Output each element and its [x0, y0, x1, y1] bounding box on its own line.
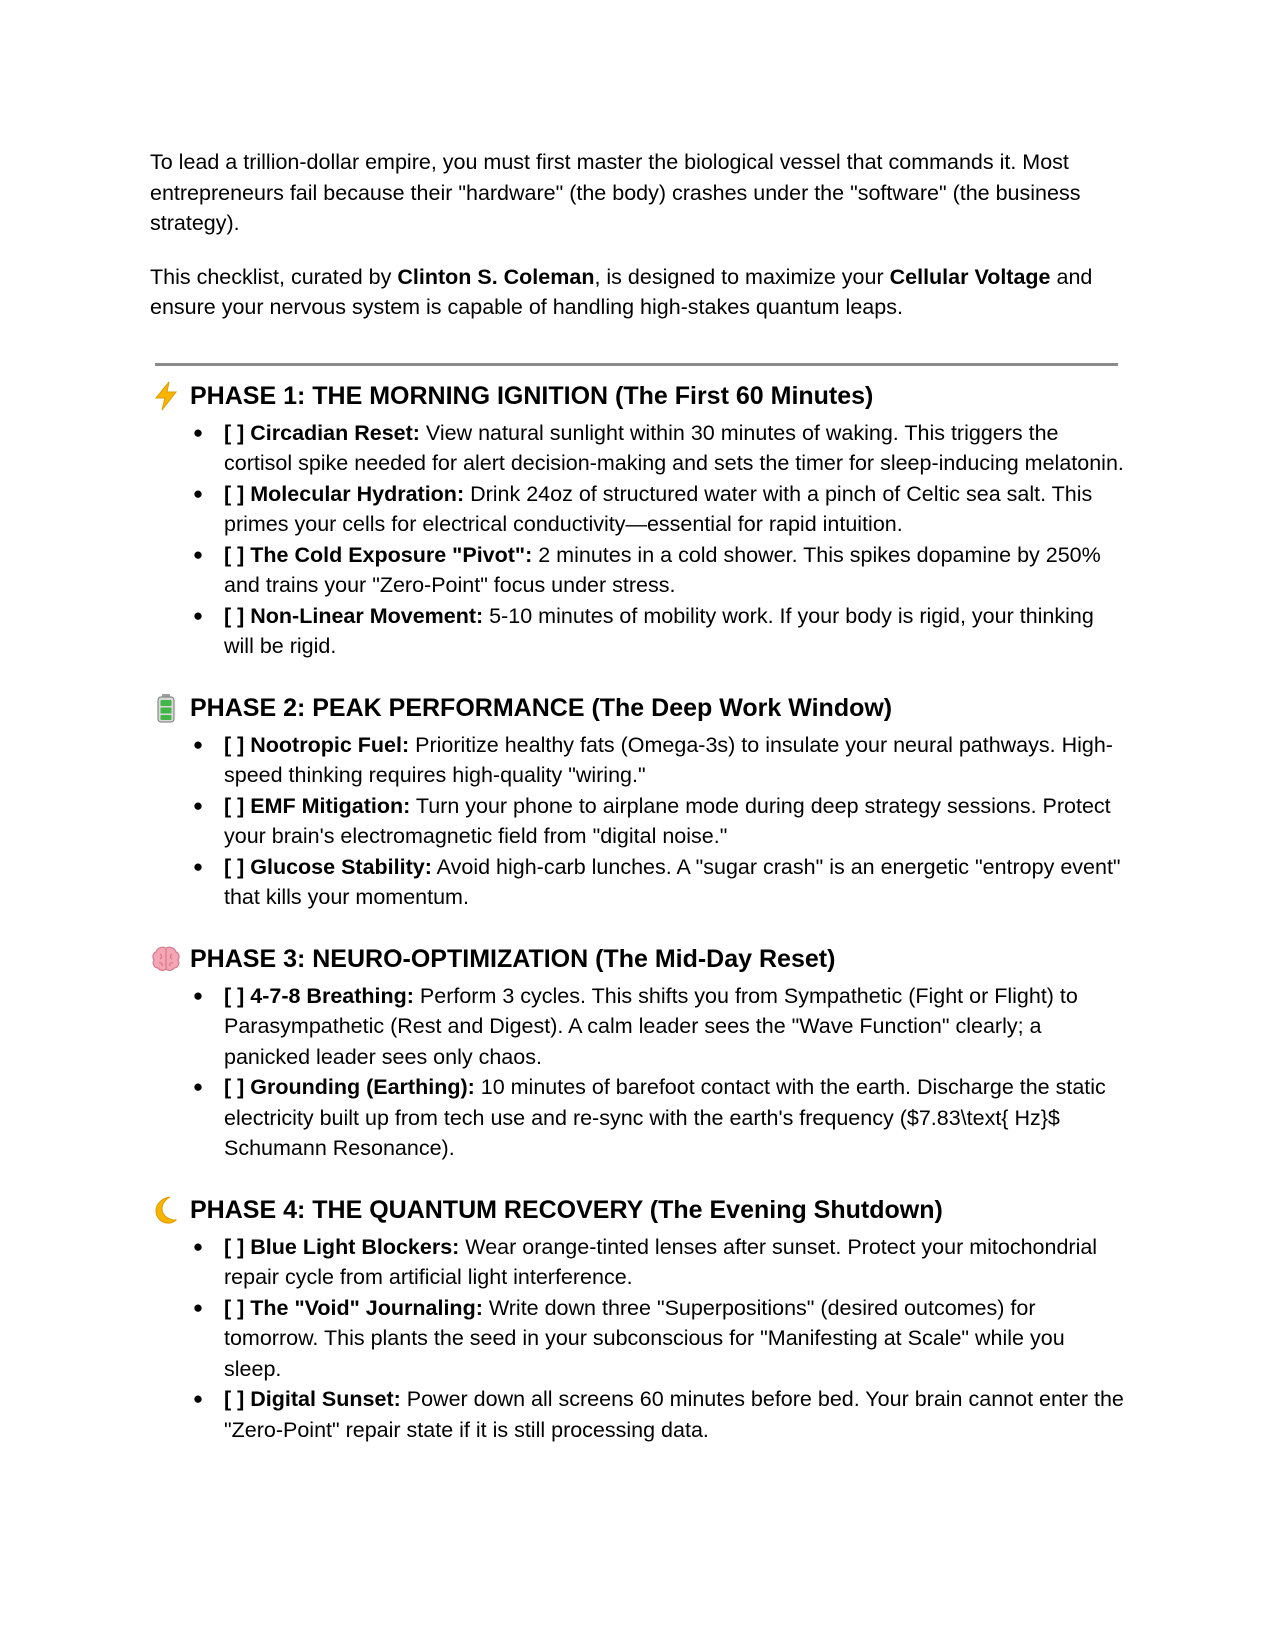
item-label: [ ] Molecular Hydration:: [224, 481, 465, 506]
item-text: View natural sunlight within 30 minutes of waking. This triggers the cortisol spike needed for alert decision-making and sets the timer for sleep-inducing melatonin.: [224, 420, 1124, 475]
checklist-item: [150, 1384, 1125, 1445]
phase-1-checklist: [150, 418, 1125, 662]
lightning-icon: [150, 380, 182, 412]
phase-3-title: PHASE 3: NEURO-OPTIMIZATION (The Mid-Day Reset): [190, 944, 836, 973]
bullet: ●: [192, 483, 204, 503]
item-text: Perform 3 cycles. This shifts you from Sympathetic (Fight or Flight) to Parasympathetic (Rest and Digest). A calm leader sees the "Wave Function" clearly; a panicked leader sees only chaos.: [224, 983, 1078, 1069]
phase-1-heading: [150, 377, 1125, 415]
item-label: [ ] The "Void" Journaling:: [224, 1295, 483, 1320]
bullet: ●: [192, 544, 204, 564]
phase-3-heading: [150, 940, 1125, 978]
horizontal-divider: [155, 363, 1118, 366]
battery-icon: [150, 692, 182, 724]
intro-text: This checklist, curated by: [150, 264, 398, 289]
intro-paragraph-2: [150, 262, 1125, 323]
bullet: ●: [192, 856, 204, 876]
checklist-item: [150, 1293, 1125, 1385]
item-text: Write down three "Superpositions" (desired outcomes) for tomorrow. This plants the seed in your subconscious for "Manifesting at Scale" while you sleep.: [224, 1295, 1065, 1381]
checklist-item: [150, 479, 1125, 540]
bullet: ●: [192, 1389, 204, 1408]
item-label: [ ] EMF Mitigation:: [224, 793, 411, 818]
phase-4-title: PHASE 4: THE QUANTUM RECOVERY (The Evening Shutdown): [190, 1195, 943, 1224]
phase-2-heading: [150, 689, 1125, 727]
phase-1-title: PHASE 1: THE MORNING IGNITION (The First 60 Minutes): [190, 381, 874, 410]
item-label: [ ] Nootropic Fuel:: [224, 732, 410, 757]
brain-icon: [150, 943, 182, 975]
intro: [150, 147, 1125, 323]
item-text: 10 minutes of barefoot contact with the earth. Discharge the static electricity built up from tech use and re-sync with the earth's frequency ($7.83\text{ Hz}$ Schumann Resonance).: [224, 1075, 1106, 1160]
bullet: ●: [192, 1236, 204, 1256]
item-text: Avoid high-carb lunches. A "sugar crash" is an energetic "entropy event" that kills your momentum.: [224, 854, 1121, 909]
item-label: [ ] The Cold Exposure "Pivot":: [224, 542, 533, 567]
phase-3-section: [150, 940, 1125, 1164]
phase-4-section: [150, 1191, 1125, 1446]
intro-text: and ensure your nervous system is capable of handling high-stakes quantum leaps.: [150, 264, 1093, 319]
item-label: [ ] 4-7-8 Breathing:: [224, 983, 414, 1008]
author-name: Clinton S. Coleman: [397, 264, 595, 289]
item-text: Drink 24oz of structured water with a pinch of Celtic sea salt. This primes your cells for electrical conductivity—essential for rapid intuition.: [224, 481, 1093, 536]
cellular-voltage-term: Cellular Voltage: [889, 264, 1051, 289]
item-text: Prioritize healthy fats (Omega-3s) to insulate your neural pathways. High-speed thinking requires high-quality "wiring.": [224, 732, 1113, 787]
phase-2-section: [150, 689, 1125, 913]
checklist-item: [150, 791, 1125, 852]
checklist-item: [150, 852, 1125, 913]
intro-paragraph-1: To lead a trillion-dollar empire, you must first master the biological vessel that commands it. Most entrepreneurs fail because their "hardware" (the body) crashes under the "software" (the business strategy).: [150, 150, 1081, 235]
bullet: ●: [192, 422, 204, 442]
item-text: 5-10 minutes of mobility work. If your body is rigid, your thinking will be rigid.: [224, 603, 1094, 658]
item-text: 2 minutes in a cold shower. This spikes dopamine by 250% and trains your "Zero-Point" focus under stress.: [224, 542, 1101, 597]
item-label: [ ] Grounding (Earthing):: [224, 1075, 475, 1099]
bullet: ●: [192, 1297, 204, 1317]
bullet: ●: [192, 795, 204, 815]
phase-3-checklist: [150, 981, 1125, 1164]
document-page: [150, 147, 1125, 1445]
crescent-moon-icon: [150, 1194, 182, 1226]
checklist-item: [150, 981, 1125, 1073]
bullet: ●: [192, 734, 204, 754]
item-label: [ ] Circadian Reset:: [224, 420, 420, 445]
checklist-item: [150, 540, 1125, 601]
checklist-item: [150, 418, 1125, 479]
checklist-item: [150, 730, 1125, 791]
phase-2-checklist: [150, 730, 1125, 913]
phase-4-checklist: [150, 1232, 1125, 1446]
item-label: [ ] Digital Sunset:: [224, 1387, 401, 1411]
item-label: [ ] Glucose Stability:: [224, 854, 432, 879]
phase-4-heading: [150, 1191, 1125, 1229]
bullet: ●: [192, 985, 204, 1005]
phase-2-title: PHASE 2: PEAK PERFORMANCE (The Deep Work Window): [190, 693, 893, 722]
item-text: Turn your phone to airplane mode during deep strategy sessions. Protect your brain's electromagnetic field from "digital noise.": [224, 793, 1111, 848]
item-label: [ ] Blue Light Blockers:: [224, 1234, 460, 1259]
intro-text: , is designed to maximize your: [594, 264, 890, 289]
bullet: ●: [192, 605, 204, 625]
checklist-item: [150, 601, 1125, 662]
checklist-item: [150, 1072, 1125, 1164]
item-text: Wear orange-tinted lenses after sunset. Protect your mitochondrial repair cycle from artificial light interference.: [224, 1234, 1098, 1289]
item-text: Power down all screens 60 minutes before bed. Your brain cannot enter the "Zero-Point" repair state if it is still processing data.: [224, 1387, 1124, 1442]
item-label: [ ] Non-Linear Movement:: [224, 603, 484, 628]
phase-1-section: [150, 377, 1125, 662]
bullet: ●: [192, 1077, 204, 1096]
checklist-item: [150, 1232, 1125, 1293]
